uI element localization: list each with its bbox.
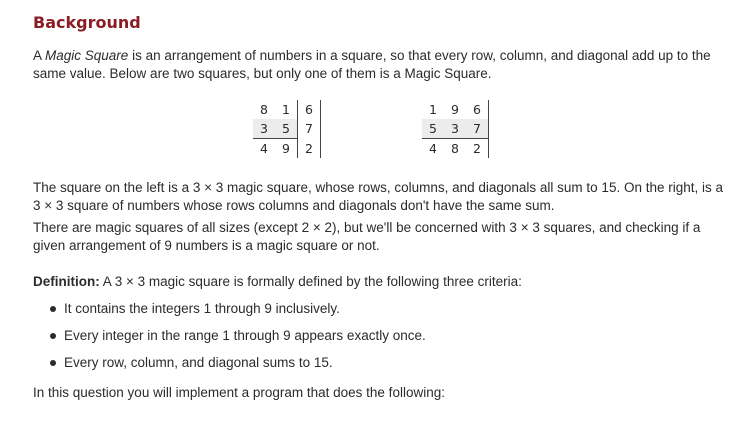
table-cell: 4	[253, 139, 275, 159]
table-cell: 7	[466, 119, 489, 139]
section-heading: Background	[33, 13, 141, 32]
list-item	[50, 300, 426, 327]
scope-paragraph: There are magic squares of all sizes (except 2 × 2), but we'll be concerned with 3 × 3 squares, and checking if a given arrangement of 9 numbers is a magic square or not.	[33, 220, 701, 253]
table-cell: 2	[466, 139, 489, 159]
table-row	[253, 100, 321, 119]
table-cell: 3	[444, 119, 466, 139]
table-cell: 8	[260, 102, 268, 117]
table-cell: 9	[451, 102, 459, 117]
closing-paragraph: In this question you will implement a program that does the following:	[33, 385, 445, 400]
table-cell: 1	[275, 100, 298, 119]
table-cell: 1	[429, 102, 437, 117]
intro-text-start: A	[33, 48, 46, 63]
magic-square-term: Magic Square	[45, 48, 129, 63]
list-item	[50, 354, 426, 381]
criterion-text: It contains the integers 1 through 9 inclusively.	[64, 301, 340, 316]
criteria-list	[50, 300, 426, 381]
definition-text: A 3 × 3 magic square is formally defined by the following three criteria:	[99, 274, 522, 289]
table-cell: 5	[422, 119, 444, 139]
table-cell: 8	[444, 139, 466, 159]
table-cell: 6	[298, 100, 321, 119]
criterion-text: Every row, column, and diagonal sums to 15.	[64, 355, 333, 370]
table-cell: 4	[422, 139, 444, 159]
table-cell: 9	[275, 139, 298, 159]
intro-text-end: is an arrangement of numbers in a square, so that every row, column, and diagonal add up to the same value. Below are two squares, but only one of them is a Magic Square.	[33, 48, 711, 81]
list-item	[50, 327, 426, 354]
magic-square-table	[253, 100, 321, 158]
table-cell: 2	[298, 139, 321, 159]
table-cell: 3	[253, 119, 275, 139]
table-row	[253, 119, 321, 139]
table-row	[422, 139, 489, 159]
table-cell: 7	[298, 119, 321, 139]
definition-label: Definition:	[33, 274, 100, 289]
table-row	[422, 119, 489, 139]
bullet-icon	[50, 360, 56, 366]
bullet-icon	[50, 306, 56, 312]
bullet-icon	[50, 333, 56, 339]
comparison-paragraph: The square on the left is a 3 × 3 magic square, whose rows, columns, and diagonals all sum to 15. On the right, is a 3 × 3 square of numbers whose rows columns and diagonals don't have the same sum.	[33, 180, 723, 213]
table-row	[253, 139, 321, 159]
non-magic-square-table	[422, 100, 489, 158]
intro-paragraph	[33, 47, 733, 83]
definition-paragraph	[33, 273, 733, 291]
criterion-text: Every integer in the range 1 through 9 appears exactly once.	[64, 328, 426, 343]
table-cell: 5	[275, 119, 298, 139]
table-cell: 6	[466, 100, 489, 119]
table-row	[422, 100, 489, 119]
